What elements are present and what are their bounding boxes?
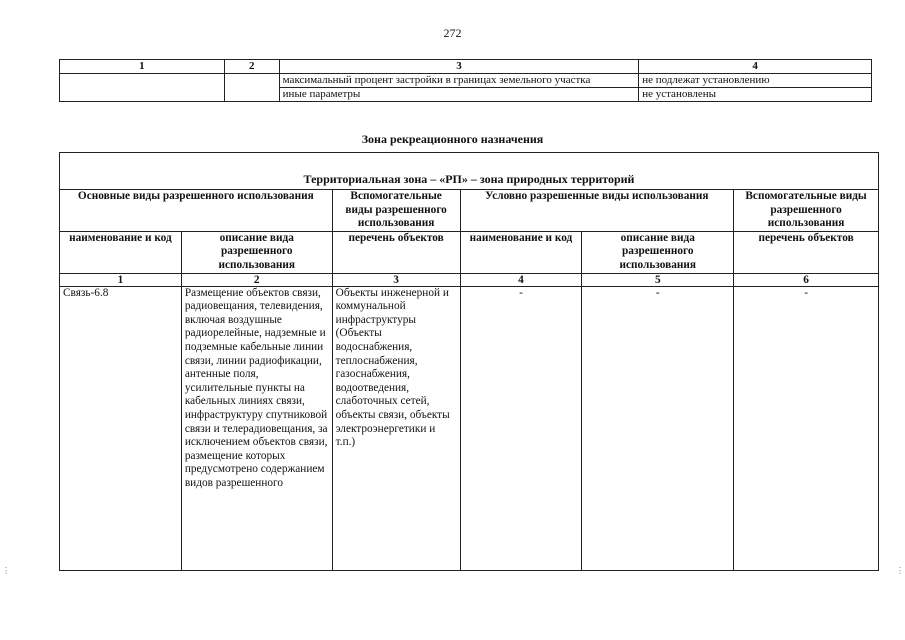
column-number: 2 [181, 273, 332, 286]
name-code-cell: Связь-6.8 [60, 286, 182, 570]
scan-edge-mark: ⋮ [2, 566, 10, 575]
top-col-number: 2 [224, 60, 279, 74]
page-number: 272 [443, 26, 462, 40]
column-number: 6 [734, 273, 879, 286]
empty-cell [224, 74, 279, 102]
sub-header-row [60, 231, 879, 273]
header-conditional-uses: Условно разрешенные виды использования [460, 190, 734, 232]
column-number: 3 [332, 273, 460, 286]
conditional-name-code-cell: - [460, 286, 582, 570]
top-col-number: 1 [60, 60, 225, 74]
header-main-uses: Основные виды разрешенного использования [60, 190, 333, 232]
header-aux-uses: Вспомогательные виды разрешенного использования [332, 190, 460, 232]
zone-uses-table [59, 152, 879, 571]
column-number: 4 [460, 273, 582, 286]
conditional-objects-cell: - [734, 286, 879, 570]
scan-edge-mark: ⋮ [896, 566, 904, 575]
subheader-description: описание вида разрешенного использования [181, 231, 332, 273]
top-col-number: 3 [279, 60, 639, 74]
column-numbers-row [60, 273, 879, 286]
top-table-column-numbers [60, 60, 872, 74]
table-row [60, 286, 879, 570]
column-number: 1 [60, 273, 182, 286]
group-header-row [60, 190, 879, 232]
subheader-name-code: наименование и код [60, 231, 182, 273]
conditional-description-cell: - [582, 286, 734, 570]
param-cell: иные параметры [279, 88, 639, 102]
header-aux-uses: Вспомогательные виды разрешенного использования [734, 190, 879, 232]
top-continuation-table [59, 59, 872, 102]
value-cell: не установлены [639, 88, 872, 102]
subheader-name-code: наименование и код [460, 231, 582, 273]
objects-cell: Объекты инженерной и коммунальной инфраструктуры (Объекты водоснабжения, теплоснабжения, газоснабжения, водоотведения, слаботочных сетей, объекты связи, объекты электроэнергетики и т.п.) [332, 286, 460, 570]
description-cell: Размещение объектов связи, радиовещания, телевидения, включая воздушные радиорелейные, надземные и подземные кабельные линии связи, линии радиофикации, антенные поля, усилительные пункты на кабельных линиях связи, инфраструктуру спутниковой связи и телерадиовещания, за исключением объектов связи, размещение которых предусмотрено содержанием видов разрешенного [181, 286, 332, 570]
top-col-number: 4 [639, 60, 872, 74]
column-number: 5 [582, 273, 734, 286]
territorial-zone-title: Территориальная зона – «РП» – зона природных территорий [60, 153, 879, 190]
subheader-objects-list: перечень объектов [734, 231, 879, 273]
subheader-description: описание вида разрешенного использования [582, 231, 734, 273]
zone-title: Зона рекреационного назначения [361, 132, 544, 146]
territorial-zone-row [60, 153, 879, 190]
subheader-objects-list: перечень объектов [332, 231, 460, 273]
value-cell: не подлежат установлению [639, 74, 872, 88]
empty-cell [60, 74, 225, 102]
param-cell: максимальный процент застройки в границах земельного участка [279, 74, 639, 88]
table-row [60, 74, 872, 88]
